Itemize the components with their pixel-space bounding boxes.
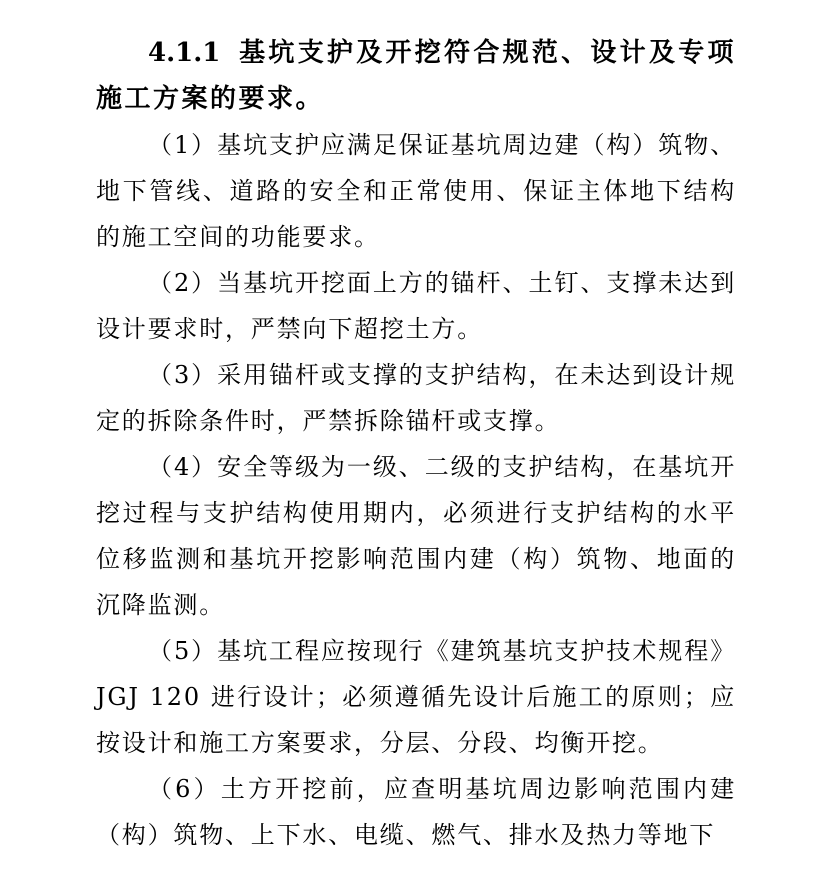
paragraph-4: （4）安全等级为一级、二级的支护结构，在基坑开挖过程与支护结构使用期内，必须进行支护结构的水平位移监测和基坑开挖影响范围内建（构）筑物、地面的沉降监测。 — [96, 453, 736, 619]
paragraph-5: （5）基坑工程应按现行《建筑基坑支护技术规程》JGJ 120 进行设计；必须遵循先设计后施工的原则；应按设计和施工方案要求，分层、分段、均衡开挖。 — [96, 637, 736, 757]
section-number: 4.1.1 — [148, 38, 221, 68]
section-heading — [96, 30, 736, 122]
document-page — [96, 30, 736, 858]
paragraph-2: （2）当基坑开挖面上方的锚杆、土钉、支撑未达到设计要求时，严禁向下超挖土方。 — [96, 269, 736, 343]
paragraph-1: （1）基坑支护应满足保证基坑周边建（构）筑物、地下管线、道路的安全和正常使用、保证主体地下结构的施工空间的功能要求。 — [96, 131, 736, 251]
paragraph-3: （3）采用锚杆或支撑的支护结构，在未达到设计规定的拆除条件时，严禁拆除锚杆或支撑。 — [96, 361, 736, 435]
section-title: 基坑支护及开挖符合规范、设计及专项施工方案的要求。 — [96, 38, 736, 114]
paragraph-6: （6）土方开挖前，应查明基坑周边影响范围内建（构）筑物、上下水、电缆、燃气、排水及热力等地下 — [96, 775, 736, 849]
